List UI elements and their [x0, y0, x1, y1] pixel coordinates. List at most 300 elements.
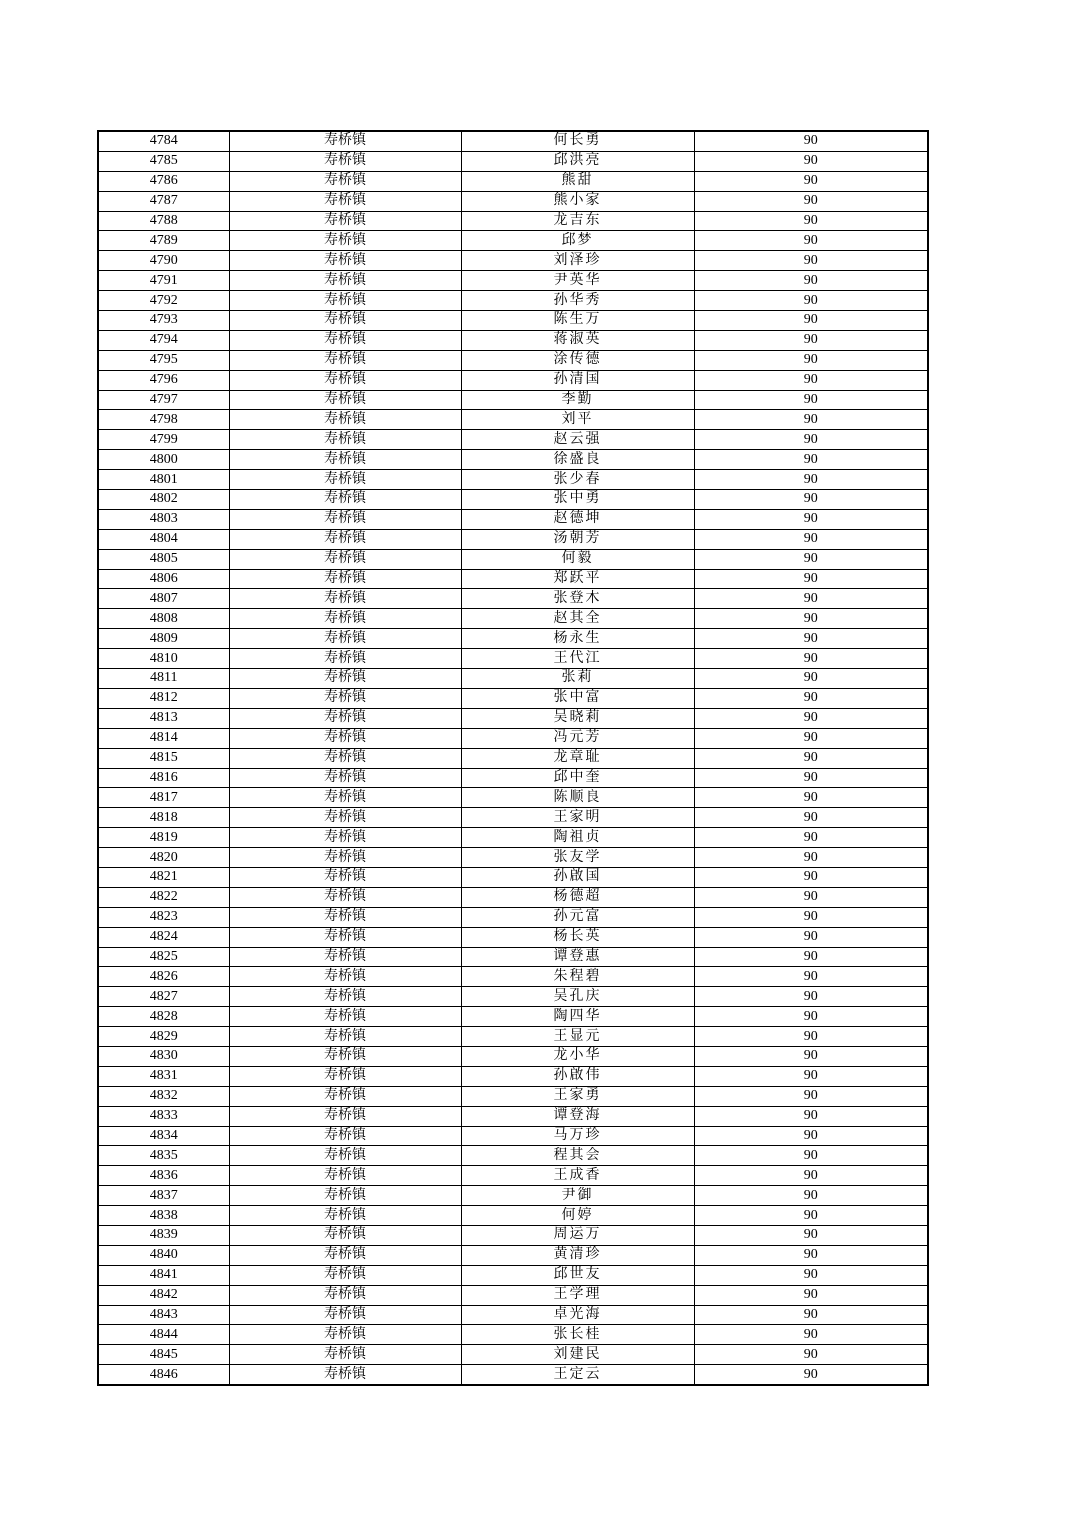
row-number-cell: 4826 [98, 967, 229, 987]
score-cell: 90 [694, 1066, 928, 1086]
town-cell: 寿桥镇 [229, 1106, 461, 1126]
town-cell: 寿桥镇 [229, 728, 461, 748]
table-row [98, 728, 928, 748]
town-cell: 寿桥镇 [229, 1007, 461, 1027]
score-cell: 90 [694, 728, 928, 748]
row-number-cell: 4797 [98, 390, 229, 410]
town-cell: 寿桥镇 [229, 549, 461, 569]
name-cell: 涂传德 [461, 350, 694, 370]
name-cell: 蒋淑英 [461, 330, 694, 350]
town-cell: 寿桥镇 [229, 1166, 461, 1186]
table-row [98, 350, 928, 370]
town-cell: 寿桥镇 [229, 848, 461, 868]
table-row [98, 927, 928, 947]
score-cell: 90 [694, 450, 928, 470]
town-cell: 寿桥镇 [229, 768, 461, 788]
name-cell: 尹御 [461, 1186, 694, 1206]
row-number-cell: 4819 [98, 828, 229, 848]
row-number-cell: 4806 [98, 569, 229, 589]
table-row [98, 231, 928, 251]
score-cell: 90 [694, 311, 928, 331]
table-row [98, 907, 928, 927]
table-row [98, 1345, 928, 1365]
table-row [98, 828, 928, 848]
row-number-cell: 4793 [98, 311, 229, 331]
town-cell: 寿桥镇 [229, 350, 461, 370]
score-cell: 90 [694, 1027, 928, 1047]
row-number-cell: 4839 [98, 1225, 229, 1245]
score-cell: 90 [694, 1146, 928, 1166]
row-number-cell: 4800 [98, 450, 229, 470]
table-row [98, 569, 928, 589]
score-cell: 90 [694, 848, 928, 868]
score-cell: 90 [694, 669, 928, 689]
table-row [98, 151, 928, 171]
name-cell: 孙华秀 [461, 291, 694, 311]
town-cell: 寿桥镇 [229, 927, 461, 947]
town-cell: 寿桥镇 [229, 211, 461, 231]
row-number-cell: 4829 [98, 1027, 229, 1047]
table-row [98, 1285, 928, 1305]
score-cell: 90 [694, 171, 928, 191]
name-cell: 王成香 [461, 1166, 694, 1186]
score-cell: 90 [694, 808, 928, 828]
table-row [98, 1305, 928, 1325]
name-cell: 何毅 [461, 549, 694, 569]
name-cell: 张友学 [461, 848, 694, 868]
score-cell: 90 [694, 410, 928, 430]
town-cell: 寿桥镇 [229, 1066, 461, 1086]
table-row [98, 1027, 928, 1047]
town-cell: 寿桥镇 [229, 828, 461, 848]
row-number-cell: 4798 [98, 410, 229, 430]
score-cell: 90 [694, 231, 928, 251]
row-number-cell: 4784 [98, 131, 229, 151]
row-number-cell: 4835 [98, 1146, 229, 1166]
town-cell: 寿桥镇 [229, 887, 461, 907]
name-cell: 邱洪亮 [461, 151, 694, 171]
name-cell: 张中富 [461, 688, 694, 708]
town-cell: 寿桥镇 [229, 390, 461, 410]
town-cell: 寿桥镇 [229, 867, 461, 887]
table-row [98, 191, 928, 211]
score-cell: 90 [694, 1285, 928, 1305]
town-cell: 寿桥镇 [229, 490, 461, 510]
table-row [98, 470, 928, 490]
row-number-cell: 4817 [98, 788, 229, 808]
town-cell: 寿桥镇 [229, 450, 461, 470]
table-row [98, 1106, 928, 1126]
row-number-cell: 4791 [98, 271, 229, 291]
town-cell: 寿桥镇 [229, 410, 461, 430]
row-number-cell: 4834 [98, 1126, 229, 1146]
score-cell: 90 [694, 1126, 928, 1146]
name-cell: 邱中奎 [461, 768, 694, 788]
name-cell: 孙元富 [461, 907, 694, 927]
score-cell: 90 [694, 569, 928, 589]
table-row [98, 947, 928, 967]
name-cell: 刘平 [461, 410, 694, 430]
table-row [98, 1186, 928, 1206]
town-cell: 寿桥镇 [229, 1245, 461, 1265]
score-cell: 90 [694, 887, 928, 907]
table-row [98, 708, 928, 728]
row-number-cell: 4822 [98, 887, 229, 907]
name-cell: 龙小华 [461, 1046, 694, 1066]
score-cell: 90 [694, 251, 928, 271]
score-cell: 90 [694, 191, 928, 211]
row-number-cell: 4828 [98, 1007, 229, 1027]
table-row [98, 1126, 928, 1146]
score-cell: 90 [694, 211, 928, 231]
town-cell: 寿桥镇 [229, 529, 461, 549]
name-cell: 杨德超 [461, 887, 694, 907]
row-number-cell: 4809 [98, 629, 229, 649]
score-cell: 90 [694, 1206, 928, 1226]
score-cell: 90 [694, 1086, 928, 1106]
town-cell: 寿桥镇 [229, 470, 461, 490]
score-cell: 90 [694, 509, 928, 529]
row-number-cell: 4804 [98, 529, 229, 549]
name-cell: 张登木 [461, 589, 694, 609]
town-cell: 寿桥镇 [229, 967, 461, 987]
row-number-cell: 4832 [98, 1086, 229, 1106]
row-number-cell: 4843 [98, 1305, 229, 1325]
row-number-cell: 4801 [98, 470, 229, 490]
name-cell: 杨长英 [461, 927, 694, 947]
score-cell: 90 [694, 1007, 928, 1027]
name-cell: 尹英华 [461, 271, 694, 291]
score-cell: 90 [694, 430, 928, 450]
table-row [98, 589, 928, 609]
town-cell: 寿桥镇 [229, 907, 461, 927]
town-cell: 寿桥镇 [229, 788, 461, 808]
name-cell: 陈生万 [461, 311, 694, 331]
town-cell: 寿桥镇 [229, 1225, 461, 1245]
row-number-cell: 4814 [98, 728, 229, 748]
town-cell: 寿桥镇 [229, 1325, 461, 1345]
town-cell: 寿桥镇 [229, 609, 461, 629]
row-number-cell: 4827 [98, 987, 229, 1007]
name-cell: 卓光海 [461, 1305, 694, 1325]
name-cell: 赵其全 [461, 609, 694, 629]
row-number-cell: 4788 [98, 211, 229, 231]
score-cell: 90 [694, 1345, 928, 1365]
town-cell: 寿桥镇 [229, 191, 461, 211]
score-cell: 90 [694, 947, 928, 967]
row-number-cell: 4805 [98, 549, 229, 569]
name-cell: 陈顺良 [461, 788, 694, 808]
row-number-cell: 4820 [98, 848, 229, 868]
town-cell: 寿桥镇 [229, 311, 461, 331]
name-cell: 陶祖贞 [461, 828, 694, 848]
table-row [98, 808, 928, 828]
town-cell: 寿桥镇 [229, 569, 461, 589]
data-table [97, 130, 929, 1386]
table-row [98, 1265, 928, 1285]
name-cell: 冯元芳 [461, 728, 694, 748]
town-cell: 寿桥镇 [229, 1305, 461, 1325]
score-cell: 90 [694, 470, 928, 490]
table-row [98, 1365, 928, 1385]
score-cell: 90 [694, 987, 928, 1007]
score-cell: 90 [694, 828, 928, 848]
table-row [98, 848, 928, 868]
row-number-cell: 4796 [98, 370, 229, 390]
score-cell: 90 [694, 350, 928, 370]
name-cell: 李勤 [461, 390, 694, 410]
town-cell: 寿桥镇 [229, 1265, 461, 1285]
name-cell: 何长勇 [461, 131, 694, 151]
row-number-cell: 4824 [98, 927, 229, 947]
row-number-cell: 4789 [98, 231, 229, 251]
name-cell: 何婷 [461, 1206, 694, 1226]
score-cell: 90 [694, 1325, 928, 1345]
row-number-cell: 4840 [98, 1245, 229, 1265]
table-row [98, 1245, 928, 1265]
table-row [98, 1007, 928, 1027]
row-number-cell: 4792 [98, 291, 229, 311]
score-cell: 90 [694, 867, 928, 887]
name-cell: 王定云 [461, 1365, 694, 1385]
table-row [98, 748, 928, 768]
table-row [98, 788, 928, 808]
table-row [98, 330, 928, 350]
name-cell: 张莉 [461, 669, 694, 689]
row-number-cell: 4808 [98, 609, 229, 629]
row-number-cell: 4837 [98, 1186, 229, 1206]
score-cell: 90 [694, 529, 928, 549]
name-cell: 程其会 [461, 1146, 694, 1166]
row-number-cell: 4833 [98, 1106, 229, 1126]
score-cell: 90 [694, 1166, 928, 1186]
score-cell: 90 [694, 629, 928, 649]
town-cell: 寿桥镇 [229, 629, 461, 649]
town-cell: 寿桥镇 [229, 649, 461, 669]
town-cell: 寿桥镇 [229, 231, 461, 251]
town-cell: 寿桥镇 [229, 271, 461, 291]
score-cell: 90 [694, 390, 928, 410]
score-cell: 90 [694, 291, 928, 311]
score-cell: 90 [694, 1245, 928, 1265]
name-cell: 孙清国 [461, 370, 694, 390]
row-number-cell: 4799 [98, 430, 229, 450]
row-number-cell: 4790 [98, 251, 229, 271]
row-number-cell: 4845 [98, 1345, 229, 1365]
table-row [98, 1325, 928, 1345]
name-cell: 王代江 [461, 649, 694, 669]
row-number-cell: 4818 [98, 808, 229, 828]
town-cell: 寿桥镇 [229, 291, 461, 311]
name-cell: 谭登海 [461, 1106, 694, 1126]
row-number-cell: 4831 [98, 1066, 229, 1086]
row-number-cell: 4842 [98, 1285, 229, 1305]
town-cell: 寿桥镇 [229, 509, 461, 529]
row-number-cell: 4836 [98, 1166, 229, 1186]
score-cell: 90 [694, 1046, 928, 1066]
score-cell: 90 [694, 330, 928, 350]
row-number-cell: 4794 [98, 330, 229, 350]
town-cell: 寿桥镇 [229, 1146, 461, 1166]
name-cell: 熊小家 [461, 191, 694, 211]
name-cell: 刘建民 [461, 1345, 694, 1365]
table-row [98, 171, 928, 191]
town-cell: 寿桥镇 [229, 370, 461, 390]
name-cell: 吴孔庆 [461, 987, 694, 1007]
name-cell: 赵德坤 [461, 509, 694, 529]
table-row [98, 251, 928, 271]
name-cell: 龙吉东 [461, 211, 694, 231]
table-row [98, 211, 928, 231]
table-row [98, 1166, 928, 1186]
table-row [98, 867, 928, 887]
name-cell: 汤朝芳 [461, 529, 694, 549]
row-number-cell: 4846 [98, 1365, 229, 1385]
name-cell: 邱梦 [461, 231, 694, 251]
score-cell: 90 [694, 1106, 928, 1126]
table-row [98, 669, 928, 689]
name-cell: 王显元 [461, 1027, 694, 1047]
town-cell: 寿桥镇 [229, 1345, 461, 1365]
town-cell: 寿桥镇 [229, 330, 461, 350]
score-cell: 90 [694, 768, 928, 788]
name-cell: 徐盛良 [461, 450, 694, 470]
row-number-cell: 4823 [98, 907, 229, 927]
table-row [98, 1066, 928, 1086]
table-row [98, 1225, 928, 1245]
row-number-cell: 4816 [98, 768, 229, 788]
table-row [98, 629, 928, 649]
table-row [98, 967, 928, 987]
row-number-cell: 4825 [98, 947, 229, 967]
row-number-cell: 4844 [98, 1325, 229, 1345]
row-number-cell: 4813 [98, 708, 229, 728]
table-row [98, 529, 928, 549]
table-row [98, 450, 928, 470]
score-cell: 90 [694, 788, 928, 808]
score-cell: 90 [694, 907, 928, 927]
row-number-cell: 4802 [98, 490, 229, 510]
table-row [98, 430, 928, 450]
town-cell: 寿桥镇 [229, 1186, 461, 1206]
town-cell: 寿桥镇 [229, 669, 461, 689]
name-cell: 陶四华 [461, 1007, 694, 1027]
town-cell: 寿桥镇 [229, 1126, 461, 1146]
table-row [98, 887, 928, 907]
name-cell: 郑跃平 [461, 569, 694, 589]
name-cell: 马万珍 [461, 1126, 694, 1146]
table-row [98, 311, 928, 331]
town-cell: 寿桥镇 [229, 131, 461, 151]
table-row [98, 987, 928, 1007]
score-cell: 90 [694, 589, 928, 609]
score-cell: 90 [694, 1305, 928, 1325]
score-cell: 90 [694, 1365, 928, 1385]
score-cell: 90 [694, 549, 928, 569]
table-row [98, 1046, 928, 1066]
row-number-cell: 4841 [98, 1265, 229, 1285]
score-cell: 90 [694, 1186, 928, 1206]
score-cell: 90 [694, 131, 928, 151]
town-cell: 寿桥镇 [229, 808, 461, 828]
table-row [98, 291, 928, 311]
town-cell: 寿桥镇 [229, 1027, 461, 1047]
name-cell: 孙啟国 [461, 867, 694, 887]
score-cell: 90 [694, 649, 928, 669]
name-cell: 王家勇 [461, 1086, 694, 1106]
row-number-cell: 4812 [98, 688, 229, 708]
score-cell: 90 [694, 370, 928, 390]
town-cell: 寿桥镇 [229, 987, 461, 1007]
table-row [98, 509, 928, 529]
row-number-cell: 4803 [98, 509, 229, 529]
row-number-cell: 4786 [98, 171, 229, 191]
score-cell: 90 [694, 1265, 928, 1285]
table-row [98, 271, 928, 291]
name-cell: 黄清珍 [461, 1245, 694, 1265]
town-cell: 寿桥镇 [229, 1046, 461, 1066]
score-cell: 90 [694, 967, 928, 987]
name-cell: 张中勇 [461, 490, 694, 510]
row-number-cell: 4787 [98, 191, 229, 211]
score-cell: 90 [694, 490, 928, 510]
score-cell: 90 [694, 748, 928, 768]
town-cell: 寿桥镇 [229, 430, 461, 450]
town-cell: 寿桥镇 [229, 251, 461, 271]
row-number-cell: 4810 [98, 649, 229, 669]
name-cell: 刘泽珍 [461, 251, 694, 271]
table-row [98, 549, 928, 569]
row-number-cell: 4838 [98, 1206, 229, 1226]
town-cell: 寿桥镇 [229, 708, 461, 728]
row-number-cell: 4830 [98, 1046, 229, 1066]
table-row [98, 688, 928, 708]
name-cell: 吴晓莉 [461, 708, 694, 728]
town-cell: 寿桥镇 [229, 748, 461, 768]
row-number-cell: 4795 [98, 350, 229, 370]
name-cell: 朱程碧 [461, 967, 694, 987]
town-cell: 寿桥镇 [229, 171, 461, 191]
table-row [98, 1146, 928, 1166]
name-cell: 熊甜 [461, 171, 694, 191]
table-row [98, 649, 928, 669]
town-cell: 寿桥镇 [229, 1285, 461, 1305]
name-cell: 杨永生 [461, 629, 694, 649]
name-cell: 张长桂 [461, 1325, 694, 1345]
table-row [98, 609, 928, 629]
table-body [98, 131, 928, 1385]
score-cell: 90 [694, 151, 928, 171]
town-cell: 寿桥镇 [229, 688, 461, 708]
table-row [98, 410, 928, 430]
town-cell: 寿桥镇 [229, 947, 461, 967]
row-number-cell: 4785 [98, 151, 229, 171]
score-cell: 90 [694, 1225, 928, 1245]
town-cell: 寿桥镇 [229, 151, 461, 171]
name-cell: 王学理 [461, 1285, 694, 1305]
score-cell: 90 [694, 609, 928, 629]
table-row [98, 490, 928, 510]
row-number-cell: 4815 [98, 748, 229, 768]
name-cell: 谭登惠 [461, 947, 694, 967]
name-cell: 邱世友 [461, 1265, 694, 1285]
table-row [98, 1206, 928, 1226]
name-cell: 龙章耻 [461, 748, 694, 768]
town-cell: 寿桥镇 [229, 1086, 461, 1106]
table-row [98, 131, 928, 151]
score-cell: 90 [694, 688, 928, 708]
name-cell: 张少春 [461, 470, 694, 490]
